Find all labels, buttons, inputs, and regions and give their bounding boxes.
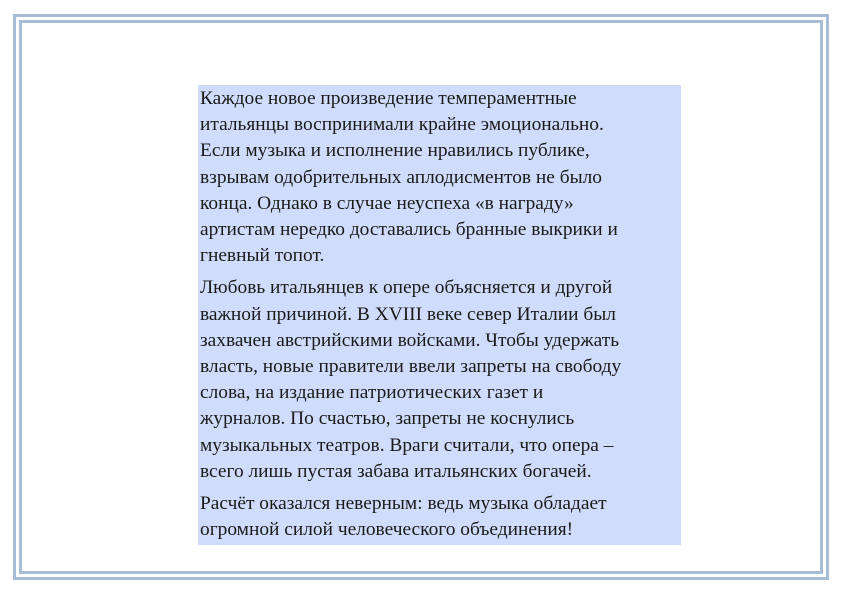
text-line: взрывам одобрительных аплодисментов не было [200,166,603,188]
text-line: журналов. По счастью, запреты не коснулись [200,408,575,430]
text-line: гневный топот. [200,245,325,267]
text-line: всего лишь пустая забава итальянских богачей. [200,460,592,482]
paragraph-3 [200,491,679,543]
text-line: артистам нередко доставались бранные выкрики и [200,219,618,241]
text-block [198,85,681,545]
text-line: огромной силой человеческого объединения! [200,519,574,541]
text-line: музыкальных театров. Враги считали, что опера – [200,434,614,456]
text-line: Если музыка и исполнение нравились публике, [200,140,590,162]
text-line: итальянцы воспринимали крайне эмоционально. [200,114,604,136]
text-line: Любовь итальянцев к опере объясняется и другой [200,277,613,299]
text-line: конца. Однако в случае неуспеха «в награду» [200,192,574,214]
text-line: захвачен австрийскими войсками. Чтобы удержать [200,329,620,351]
paragraph-1 [200,86,679,269]
text-line: слова, на издание патриотических газет и [200,382,544,404]
paragraph-2 [200,275,679,485]
text-line: Каждое новое произведение темпераментные [200,88,577,109]
text-line: власть, новые правители ввели запреты на свободу [200,356,622,378]
text-line: важной причиной. В XVIII веке север Италии был [200,303,616,325]
text-line: Расчёт оказался неверным: ведь музыка обладает [200,493,607,515]
